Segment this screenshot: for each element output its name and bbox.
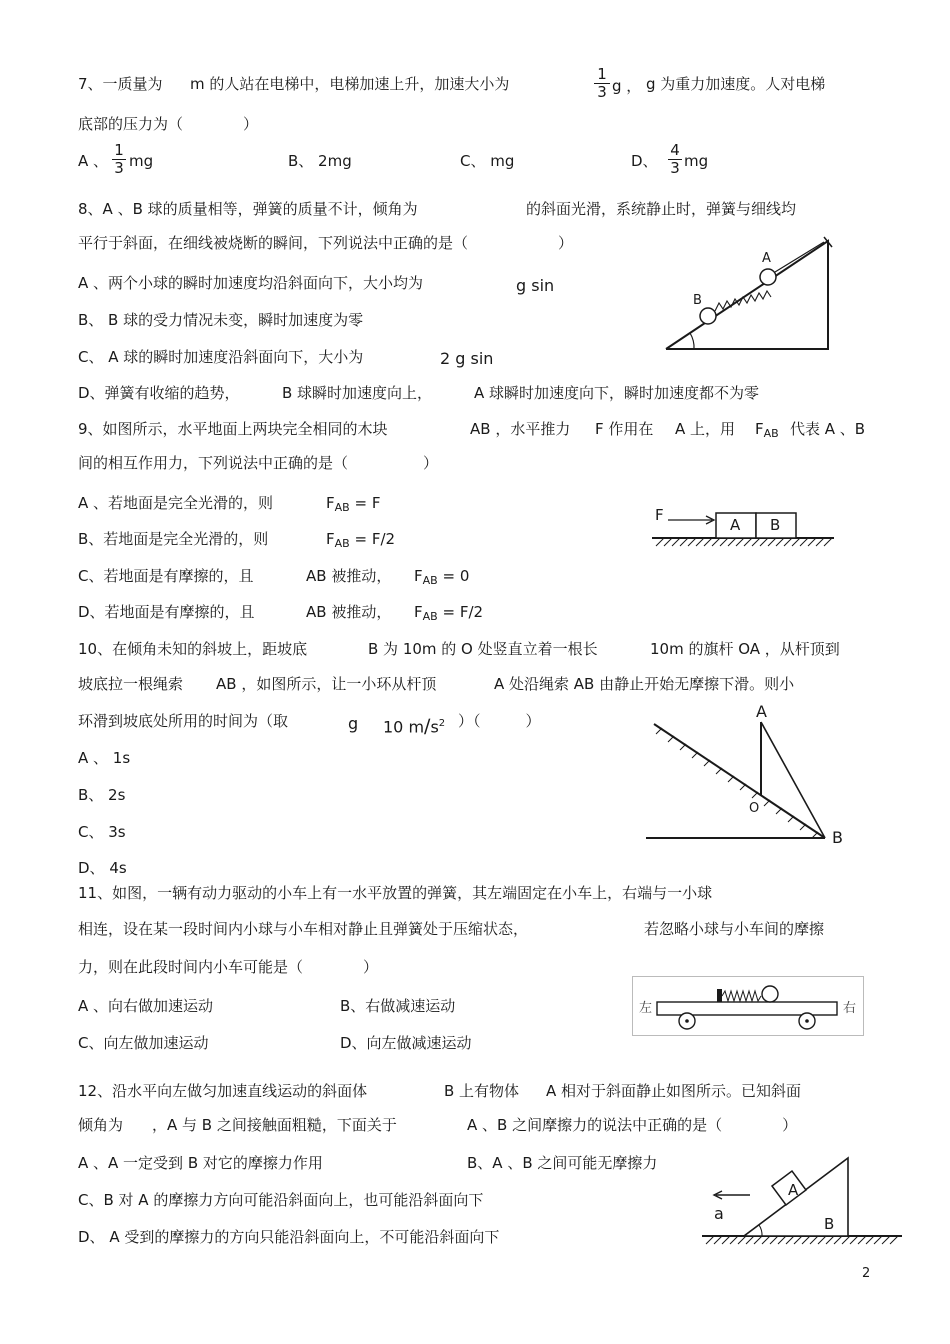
q10-rope — [761, 722, 825, 838]
page-number: 2 — [862, 1266, 871, 1281]
q12-stem-part3: A 相对于斜面静止如图所示。已知斜面 — [546, 1082, 802, 1100]
q12-fig-label-a: A — [788, 1181, 799, 1199]
q8-ball-b — [700, 308, 716, 324]
q11-option-a[interactable]: A 、向右做加速运动 — [78, 997, 214, 1015]
q8-option-c[interactable]: C、 A 球的瞬时加速度沿斜面向下，大小为 — [78, 348, 364, 366]
q8-fig-label-a: A — [762, 251, 771, 266]
q10-option-d[interactable]: D、 4s — [78, 859, 127, 877]
q9-fig-label-f: F — [655, 506, 664, 524]
q9-stem-part4: A 上，用 — [675, 420, 736, 438]
q9-option-b-formula: $F_{AB} = F/2$ — [326, 530, 396, 550]
q12-option-a[interactable]: A 、A 一定受到 B 对它的摩擦力作用 — [78, 1154, 323, 1172]
q9-stem-part2: AB ，水平推力 — [470, 420, 571, 438]
q10-option-b[interactable]: B、 2s — [78, 786, 126, 804]
q12-option-c[interactable]: C、B 对 A 的摩擦力方向可能沿斜面向上，也可能沿斜面向下 — [78, 1191, 484, 1209]
q11-cart-figure — [632, 976, 864, 1036]
q10-stem-line3-end: ）（ ） — [458, 712, 541, 730]
q9-blocks-figure — [648, 500, 838, 552]
q7-option-d-unit: mg — [684, 152, 709, 170]
q8-stem-line2: 平行于斜面，在细线被烧断的瞬间，下列说法中正确的是（ ） — [78, 234, 574, 252]
q10-fig-label-o: O — [749, 801, 760, 816]
q10-stem-line3: 环滑到坡底处所用的时间为（取 — [78, 712, 289, 730]
q8-spring — [715, 291, 771, 311]
q10-slope-svg — [640, 700, 860, 855]
q7-g: g ， — [612, 77, 642, 95]
q9-option-c-formula: $F_{AB} = 0$ — [414, 567, 470, 587]
q7-option-a-unit: mg — [129, 152, 154, 170]
q10-option-c[interactable]: C、 3s — [78, 823, 126, 841]
q8-option-c-expr: 2 g sin — [440, 349, 494, 368]
q7-stem-line2: 底部的压力为（ ） — [78, 115, 259, 133]
q9-fig-label-a: A — [730, 516, 741, 534]
q11-fig-label-right: 右 — [843, 1001, 857, 1016]
q11-option-b[interactable]: B、右做减速运动 — [340, 997, 456, 1015]
q8-option-d-part2: B 球瞬时加速度向上， — [282, 384, 433, 402]
q7-fraction-den: 3 — [597, 83, 607, 101]
q12-option-d[interactable]: D、 A 受到的摩擦力的方向只能沿斜面向上，不可能沿斜面向下 — [78, 1228, 500, 1246]
q10-stem-part1: 10、在倾角未知的斜坡上，距坡底 — [78, 640, 308, 658]
q8-ball-a — [760, 269, 776, 285]
q9-option-d[interactable]: D、若地面是有摩擦的，且 — [78, 603, 255, 621]
q7-option-d-fraction: $\frac{4}{3}$ — [668, 142, 682, 177]
q11-spring — [722, 991, 761, 1001]
q11-ball — [762, 986, 778, 1002]
q11-fig-label-left: 左 — [639, 1001, 653, 1016]
q10-stem-line2-part3: A 处沿绳索 AB 由静止开始无摩擦下滑。则小 — [494, 675, 795, 693]
q12-stem-part1: 12、沿水平向左做匀加速直线运动的斜面体 — [78, 1082, 368, 1100]
q12-stem-line2-part3: A 、B 之间摩擦力的说法中正确的是（ ） — [467, 1116, 798, 1134]
q10-stem-line2-part1: 坡底拉一根绳索 — [78, 675, 184, 693]
q8-option-a[interactable]: A 、两个小球的瞬时加速度均沿斜面向下，大小均为 — [78, 274, 424, 292]
q11-stem-line2-part2: 若忽略小球与小车间的摩擦 — [644, 920, 825, 938]
q9-stem-part5: 代表 A 、B — [790, 420, 866, 438]
q9-option-d-part2: AB 被推动， — [306, 603, 392, 621]
q12-fig-label-b: B — [824, 1215, 835, 1233]
q8-option-d-part3: A 球瞬时加速度向下，瞬时加速度都不为零 — [474, 384, 760, 402]
q11-cart-svg — [633, 977, 863, 1035]
q12-stem-line2-part1: 倾角为 — [78, 1116, 124, 1134]
q9-option-a-formula: $F_{AB} = F$ — [326, 494, 381, 514]
q7-option-b[interactable]: B、 2mg — [288, 152, 352, 170]
q8-option-a-expr: g sin — [516, 276, 555, 295]
q9-option-b[interactable]: B、若地面是完全光滑的，则 — [78, 530, 269, 548]
q12-option-b[interactable]: B、A 、B 之间可能无摩擦力 — [467, 1154, 658, 1172]
q7-fraction — [594, 66, 610, 101]
q7-fraction-num: 1 — [594, 66, 610, 84]
q10-g: g — [348, 714, 359, 733]
q10-accel-value: 10 $m∕s^2$ — [383, 715, 446, 738]
q8-incline-svg — [660, 235, 840, 355]
q8-stem-part1: 8、A 、B 球的质量相等，弹簧的质量不计，倾角为 — [78, 200, 418, 218]
q8-incline-figure — [660, 235, 840, 355]
q10-option-a[interactable]: A 、 1s — [78, 749, 131, 767]
q8-option-d-part1[interactable]: D、弹簧有收缩的趋势， — [78, 384, 240, 402]
q8-string — [775, 242, 824, 272]
q12-fig-label-acc: a — [714, 1204, 724, 1223]
q9-stem-part3: F 作用在 — [595, 420, 654, 438]
q9-option-d-formula: $F_{AB} = F/2$ — [414, 603, 484, 623]
q9-blocks-svg — [648, 500, 838, 552]
q12-stem-part2: B 上有物体 — [444, 1082, 520, 1100]
q8-fig-label-b: B — [693, 293, 702, 308]
q9-stem-part1: 9、如图所示，水平地面上两块完全相同的木块 — [78, 420, 388, 438]
q8-option-b[interactable]: B、 B 球的受力情况未变，瞬时加速度为零 — [78, 311, 364, 329]
q12-wedge-figure — [698, 1150, 908, 1250]
q11-option-d[interactable]: D、向左做减速运动 — [340, 1034, 472, 1052]
q10-fig-label-a: A — [756, 702, 767, 721]
q9-option-c[interactable]: C、若地面是有摩擦的，且 — [78, 567, 254, 585]
q10-stem-line2-part2: AB ，如图所示，让一小环从杆顶 — [216, 675, 437, 693]
q7-option-a-fraction: $\frac{1}{3}$ — [112, 142, 126, 177]
q7-stem-part2: m 的人站在电梯中，电梯加速上升，加速大小为 — [190, 75, 510, 93]
q7-option-a-label[interactable]: A 、 — [78, 152, 109, 170]
q9-option-a[interactable]: A 、若地面是完全光滑的，则 — [78, 494, 274, 512]
q7-option-c[interactable]: C、 mg — [460, 152, 515, 170]
q11-stem-line2-part1: 相连，设在某一段时间内小球与小车相对静止且弹簧处于压缩状态， — [78, 920, 529, 938]
q7-stem-part1: 7、一质量为 — [78, 75, 163, 93]
q9-fig-label-b: B — [770, 516, 781, 534]
q12-stem-line2-part2: ，A 与 B 之间接触面粗糙，下面关于 — [152, 1116, 397, 1134]
q8-stem-part2: 的斜面光滑，系统静止时，弹簧与细线均 — [526, 200, 797, 218]
q11-option-c[interactable]: C、向左做加速运动 — [78, 1034, 209, 1052]
q9-stem-line2: 间的相互作用力，下列说法中正确的是（ ） — [78, 454, 439, 472]
q7-stem-part3: g 为重力加速度。人对电梯 — [646, 75, 826, 93]
q9-option-c-part2: AB 被推动， — [306, 567, 392, 585]
q11-stem-line1: 11、如图，一辆有动力驱动的小车上有一水平放置的弹簧，其左端固定在小车上，右端与一小球 — [78, 884, 713, 902]
q10-stem-part3: 10m 的旗杆 OA ，从杆顶到 — [650, 640, 840, 658]
q9-stem-fab: $F_{AB}$ — [755, 420, 779, 440]
q10-fig-label-b: B — [832, 828, 843, 847]
q11-stem-line3: 力，则在此段时间内小车可能是（ ） — [78, 958, 379, 976]
q10-slope-figure — [640, 700, 860, 855]
q10-stem-part2: B 为 10m 的 O 处竖直立着一根长 — [368, 640, 598, 658]
q12-wedge-svg — [698, 1150, 908, 1250]
q7-option-d-label[interactable]: D、 — [631, 152, 658, 170]
